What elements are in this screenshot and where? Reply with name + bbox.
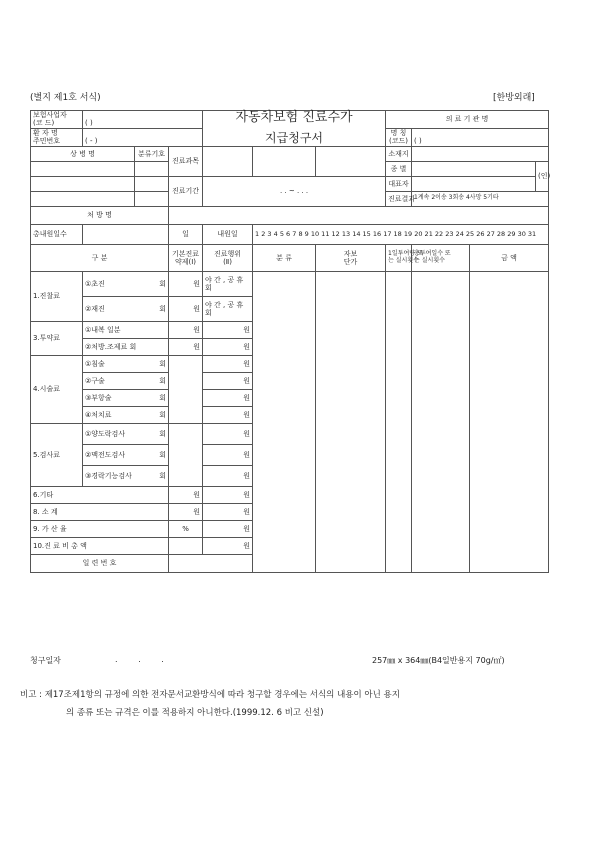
disease-name-label: 상 병 명 (31, 146, 135, 161)
seal-field: (인) (536, 161, 549, 191)
drug-in-basic[interactable]: 원 (169, 321, 203, 338)
drug-in-action[interactable]: 원 (203, 321, 253, 338)
clinic-address-field[interactable] (412, 146, 549, 161)
result-label: 진료결과 (386, 191, 412, 206)
section-etc: 6.기타 (31, 486, 169, 503)
test-1-action[interactable]: 원 (203, 423, 253, 444)
exam-re-basic[interactable]: 원 (169, 296, 203, 321)
test-1-label: ①양도락검사 회 (83, 423, 169, 444)
total-column[interactable] (412, 271, 470, 572)
col-total: 총투여일수 또 는 실시횟수 (412, 244, 470, 271)
acu-1-label: ①침술 회 (83, 355, 169, 372)
col-basic: 기본진료 약제(Ⅰ) (169, 244, 203, 271)
dept-label: 진료과목 (169, 146, 203, 176)
patient-field[interactable]: ( - ) (83, 128, 203, 146)
acu-basic[interactable] (169, 355, 203, 423)
clinic-name-label: 명 칭 (코드) (386, 128, 412, 146)
clinic-name-field[interactable]: ( ) (412, 128, 549, 146)
visit-days[interactable]: 1 2 3 4 5 6 7 8 9 10 11 12 13 14 15 16 17 18 19 20 21 22 23 24 25 26 27 28 29 30 31 (253, 224, 549, 244)
exam-first-night: 야 간 , 공 휴 회 (203, 271, 253, 296)
disease-field-3[interactable] (31, 191, 135, 206)
drug-rx-action[interactable]: 원 (203, 338, 253, 355)
drug-in-label: ①내복 일분 (83, 321, 169, 338)
dept-field-1[interactable] (203, 146, 253, 176)
subtotal-action[interactable]: 원 (203, 503, 253, 520)
note-line-1: 비고 : 제17조제1항의 규정에 의한 전자문서교환방식에 따라 청구할 경우에는 서식의 내용이 아닌 용지 (20, 690, 400, 700)
disease-code-label: 분류기호 (135, 146, 169, 161)
serial-label: 일 련 번 호 (31, 554, 169, 572)
test-2-action[interactable]: 원 (203, 444, 253, 465)
etc-action[interactable]: 원 (203, 486, 253, 503)
exam-first-label: ①초진 회 (83, 271, 169, 296)
section-add: 9. 가 산 율 (31, 520, 169, 537)
note-line-2: 의 종류 또는 규격은 이를 적용하지 아니한다.(1999.12. 6 비고 신설) (66, 708, 324, 718)
section-exam: 1.진찰료 (31, 271, 83, 321)
acu-4-action[interactable]: 원 (203, 406, 253, 423)
clinic-type-field[interactable] (412, 161, 536, 176)
total-basic[interactable] (169, 537, 203, 554)
period-field[interactable]: . . ~ . . . (203, 176, 386, 206)
test-3-action[interactable]: 원 (203, 465, 253, 486)
form-id: (별지 제1호 서식) (30, 93, 101, 103)
disease-code-3[interactable] (135, 191, 169, 206)
acu-4-label: ④처치료 회 (83, 406, 169, 423)
clinic-rep-label: 대표자 (386, 176, 412, 191)
prescription-field[interactable] (169, 206, 549, 224)
paper-spec: 257㎜ x 364㎜(B4일반용지 70g/㎡) (372, 656, 505, 665)
etc-basic[interactable]: 원 (169, 486, 203, 503)
test-basic[interactable] (169, 423, 203, 486)
acu-3-action[interactable]: 원 (203, 389, 253, 406)
disease-code-2[interactable] (135, 176, 169, 191)
disease-field-2[interactable] (31, 176, 135, 191)
drug-rx-basic[interactable]: 원 (169, 338, 203, 355)
test-3-label: ③경락기능검사 회 (83, 465, 169, 486)
col-daily: 1일투여량 또 는 실시횟수 (386, 244, 412, 271)
dept-field-3[interactable] (316, 146, 386, 176)
clinic-header: 의 료 기 관 명 (386, 111, 549, 129)
total-visits-label: 총내원일수 (31, 224, 83, 244)
insurer-field[interactable]: ( ) (83, 111, 203, 129)
section-subtotal: 8. 소 계 (31, 503, 169, 520)
col-category: 구 분 (31, 244, 169, 271)
acu-3-label: ③부항술 회 (83, 389, 169, 406)
col-amount: 금 액 (470, 244, 549, 271)
exam-re-label: ②재진 회 (83, 296, 169, 321)
clinic-address-label: 소재지 (386, 146, 412, 161)
acu-2-action[interactable]: 원 (203, 372, 253, 389)
clinic-type-label: 종 별 (386, 161, 412, 176)
daily-column[interactable] (386, 271, 412, 572)
form-type: [한방외래] (493, 93, 535, 103)
disease-code-1[interactable] (135, 161, 169, 176)
add-action[interactable]: 원 (203, 520, 253, 537)
section-drug: 3.투약료 (31, 321, 83, 355)
exam-first-basic[interactable]: 원 (169, 271, 203, 296)
test-2-label: ②맥전도검사 회 (83, 444, 169, 465)
self-column[interactable] (316, 271, 386, 572)
result-options[interactable]: 1계속 2이송 3회송 4사망 5기타 (412, 191, 549, 206)
section-acu: 4.시술료 (31, 355, 83, 423)
total-action[interactable]: 원 (203, 537, 253, 554)
subtotal-basic[interactable]: 원 (169, 503, 203, 520)
claim-form-table (30, 110, 549, 573)
disease-field-1[interactable] (31, 161, 135, 176)
insurer-label: 보험사업자 (코 드) (31, 111, 83, 129)
claim-date-value[interactable]: . . . (115, 655, 164, 664)
prescription-label: 처 방 명 (31, 206, 169, 224)
drug-rx-label: ②처방.조제료 회 (83, 338, 169, 355)
col-action: 진료행위 (Ⅱ) (203, 244, 253, 271)
dept-field-2[interactable] (253, 146, 316, 176)
day-unit: 일 (169, 224, 203, 244)
visit-day-label: 내원일 (203, 224, 253, 244)
total-visits-field[interactable] (83, 224, 169, 244)
claim-date-label: 청구일자 (30, 656, 61, 665)
col-self: 자보 단가 (316, 244, 386, 271)
clinic-rep-field[interactable] (412, 176, 536, 191)
section-test: 5.검사료 (31, 423, 83, 486)
period-label: 진료기간 (169, 176, 203, 206)
col-type: 분 류 (253, 244, 316, 271)
acu-1-action[interactable]: 원 (203, 355, 253, 372)
type-column[interactable] (253, 271, 316, 572)
patient-label: 환 자 명 주민번호 (31, 128, 83, 146)
section-total: 10.진 료 비 총 액 (31, 537, 169, 554)
acu-2-label: ②구술 회 (83, 372, 169, 389)
form-title: 자동차보험 진료수가 지급청구서 (203, 111, 386, 147)
add-rate[interactable]: % (169, 520, 203, 537)
amount-column[interactable] (470, 271, 549, 572)
serial-field[interactable] (169, 554, 253, 572)
exam-re-night: 야 간 , 공 휴 회 (203, 296, 253, 321)
